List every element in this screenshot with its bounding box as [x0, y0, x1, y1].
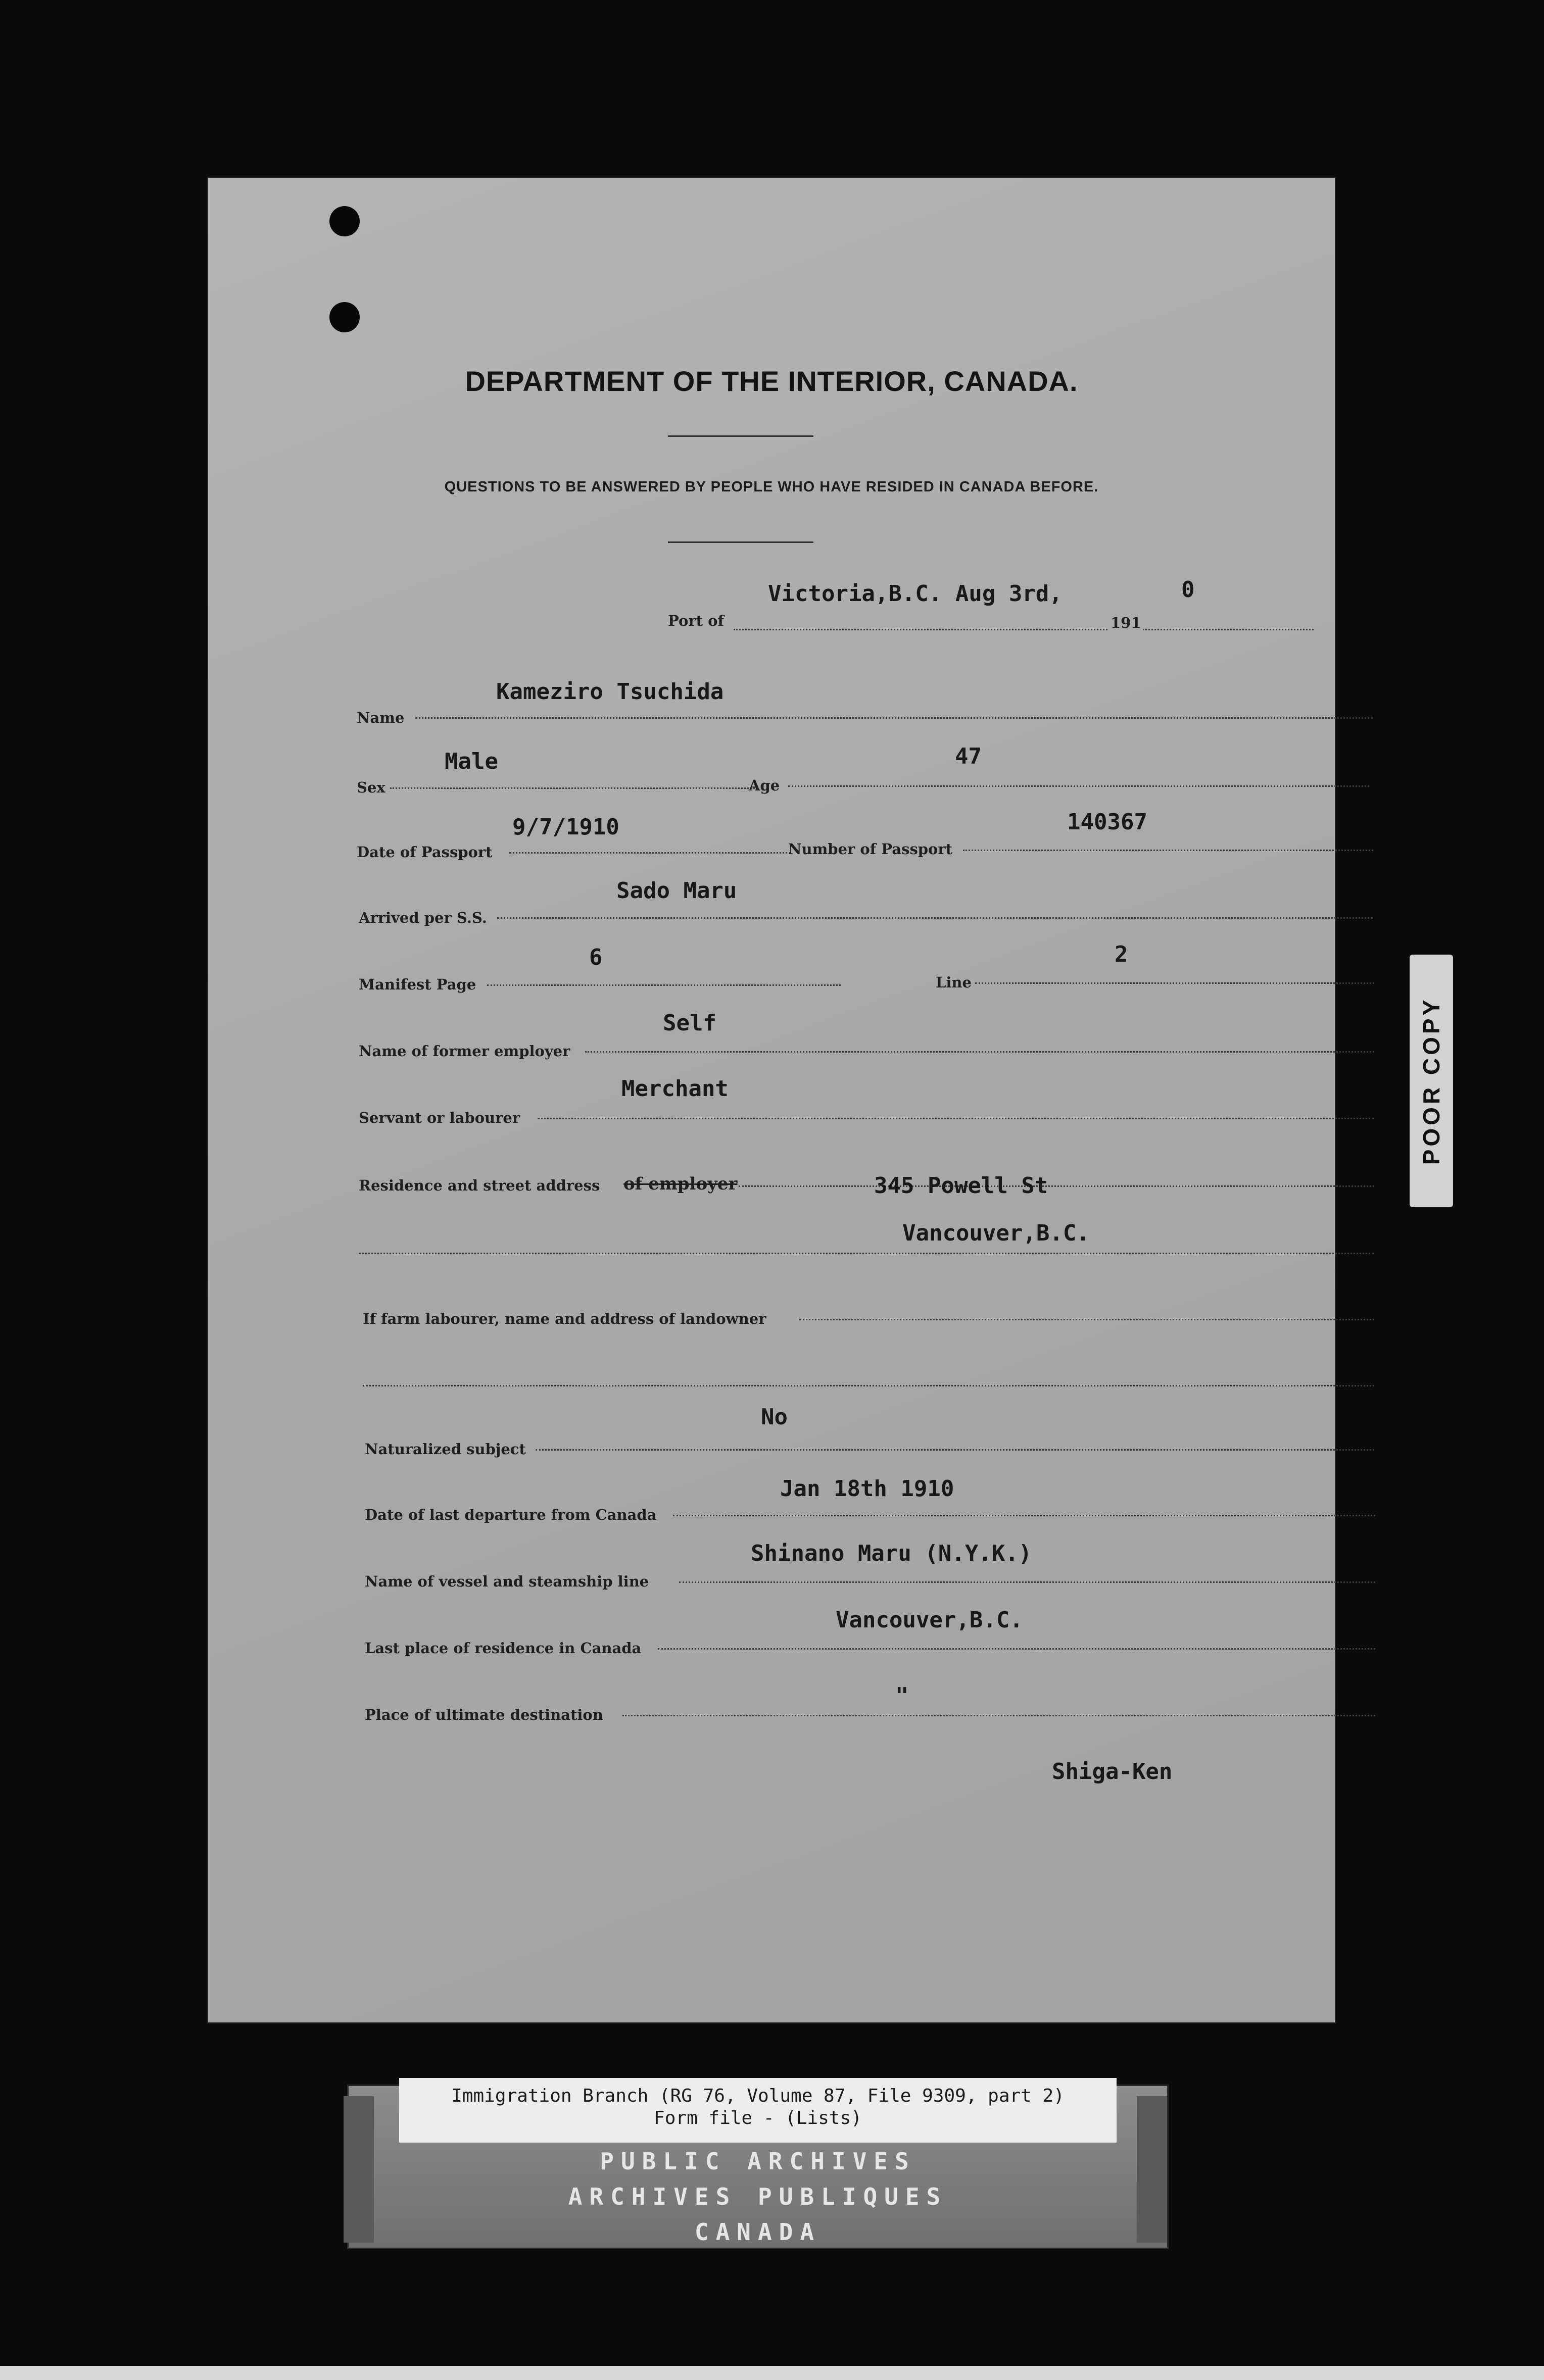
form-subtitle: QUESTIONS TO BE ANSWERED BY PEOPLE WHO HAVE RESIDED IN CANADA BEFORE. — [444, 479, 1099, 495]
number-of-passport-label: Number of Passport — [788, 840, 953, 858]
ultimate-destination-line — [622, 1715, 1375, 1716]
residence-struck-text: of employer — [623, 1174, 738, 1194]
residence-label: Residence and street address — [359, 1177, 600, 1194]
archive-reference-line1: Immigration Branch (RG 76, Volume 87, File 9309, part 2) — [451, 2086, 1065, 2106]
arrived-per-ss-value: Sado Maru — [616, 878, 737, 904]
residence-line — [739, 1185, 1374, 1187]
farm-labourer-label: If farm labourer, name and address of landowner — [363, 1310, 766, 1327]
age-value: 47 — [955, 743, 982, 769]
naturalized-label: Naturalized subject — [365, 1441, 526, 1458]
port-of-line — [734, 629, 1314, 630]
former-employer-label: Name of former employer — [359, 1043, 570, 1060]
archive-reference-label — [399, 2078, 1117, 2143]
farm-labourer-line — [799, 1319, 1374, 1320]
name-value: Kameziro Tsuchida — [496, 679, 724, 705]
sex-value: Male — [445, 749, 498, 774]
poor-copy-text: POOR COPY — [1418, 997, 1444, 1165]
vessel-line — [679, 1581, 1375, 1583]
name-label: Name — [357, 709, 405, 726]
port-of-label: Port of — [668, 612, 724, 629]
film-edge-strip — [0, 2366, 1544, 2380]
residence-line2: Vancouver,B.C. — [902, 1220, 1090, 1246]
ultimate-destination-value: " — [895, 1683, 909, 1709]
naturalized-value: No — [761, 1404, 788, 1430]
sex-line — [390, 787, 755, 789]
last-residence-value: Vancouver,B.C. — [836, 1607, 1023, 1633]
number-of-passport-line — [963, 850, 1373, 851]
last-residence-line — [658, 1648, 1375, 1650]
line-line — [975, 982, 1374, 984]
year-prefix: 191 — [1108, 614, 1143, 631]
age-label: Age — [749, 777, 780, 794]
divider — [668, 435, 813, 437]
arrived-per-ss-line — [497, 917, 1373, 919]
servant-or-labourer-line — [538, 1118, 1374, 1119]
last-residence-label: Last place of residence in Canada — [365, 1640, 642, 1657]
name-line — [415, 717, 1373, 719]
form-title: DEPARTMENT OF THE INTERIOR, CANADA. — [465, 365, 1078, 397]
manifest-page-value: 6 — [589, 945, 603, 970]
line-label: Line — [936, 974, 972, 991]
residence-line1: 345 Powell St — [874, 1173, 1048, 1199]
punch-hole — [329, 206, 360, 236]
date-of-passport-label: Date of Passport — [357, 844, 493, 861]
former-employer-value: Self — [663, 1010, 716, 1036]
last-departure-value: Jan 18th 1910 — [780, 1476, 954, 1502]
farm-labourer-line-2 — [363, 1385, 1374, 1386]
vessel-label: Name of vessel and steamship line — [365, 1573, 649, 1590]
number-of-passport-value: 140367 — [1067, 809, 1147, 835]
servant-or-labourer-value: Merchant — [621, 1076, 729, 1102]
vessel-value: Shinano Maru (N.Y.K.) — [751, 1541, 1032, 1566]
line-value: 2 — [1115, 941, 1128, 967]
servant-or-labourer-label: Servant or labourer — [359, 1109, 520, 1126]
date-of-passport-line — [509, 852, 791, 854]
year-suffix: 0 — [1181, 577, 1195, 603]
manifest-page-line — [487, 984, 841, 986]
former-employer-line — [585, 1051, 1374, 1053]
archive-line-1: PUBLIC ARCHIVES — [600, 2148, 916, 2175]
age-line — [788, 785, 1369, 787]
arrived-per-ss-label: Arrived per S.S. — [359, 909, 487, 926]
port-of-value: Victoria,B.C. Aug 3rd, — [768, 581, 1063, 607]
ultimate-destination-label: Place of ultimate destination — [365, 1706, 603, 1723]
archive-line-3: CANADA — [694, 2218, 822, 2246]
ultimate-destination-extra: Shiga-Ken — [1052, 1759, 1173, 1784]
punch-hole — [329, 302, 360, 332]
poor-copy-stamp — [1410, 955, 1453, 1207]
archive-line-2: ARCHIVES PUBLIQUES — [568, 2183, 948, 2210]
sex-label: Sex — [357, 779, 385, 796]
last-departure-label: Date of last departure from Canada — [365, 1506, 657, 1523]
immigration-form — [208, 178, 1335, 2022]
date-of-passport-value: 9/7/1910 — [512, 814, 619, 840]
last-departure-line — [673, 1515, 1375, 1516]
divider — [668, 541, 813, 543]
residence-line-2 — [359, 1253, 1374, 1254]
naturalized-line — [536, 1449, 1374, 1451]
archive-reference-line2: Form file - (Lists) — [654, 2108, 862, 2128]
manifest-page-label: Manifest Page — [359, 976, 476, 993]
